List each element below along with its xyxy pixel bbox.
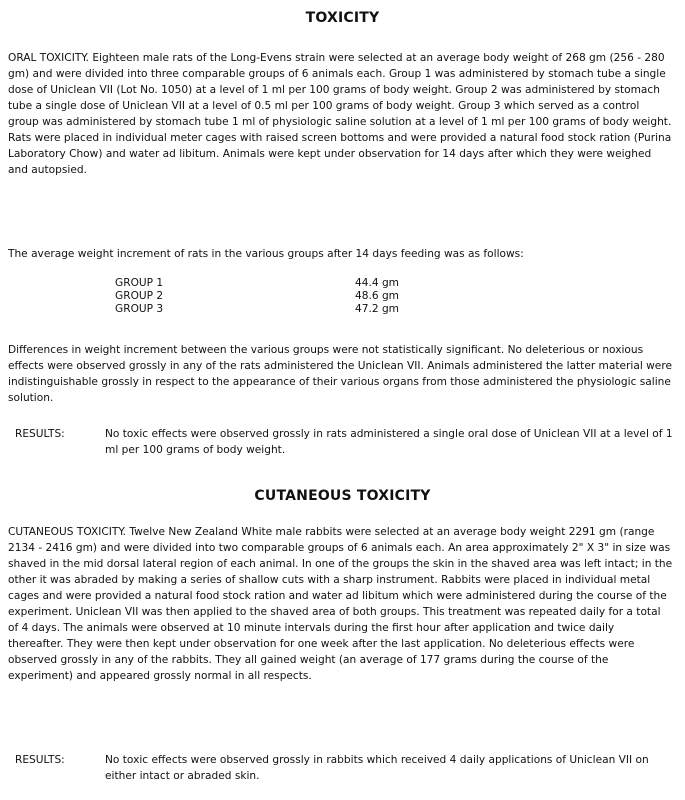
cutaneous-results — [15, 752, 675, 784]
group-weight-value: 44.4 gm — [355, 277, 399, 289]
differences-paragraph: Differences in weight increment between the various groups were not statistically significant. No deleterious or noxious effects were observed grossly in any of the rats administered the Uniclean VII. Animals administered the latter material were indistinguishable grossly in respect to the appearance of their various organs from those administered the physiologic saline solution. — [8, 344, 672, 404]
group-row — [115, 303, 435, 316]
group-name: GROUP 2 — [115, 290, 164, 302]
group-name: GROUP 1 — [115, 277, 164, 289]
weight-increment-intro: The average weight increment of rats in the various groups after 14 days feeding was as follows: — [8, 248, 524, 260]
cutaneous-toxicity-title: CUTANEOUS TOXICITY — [254, 488, 431, 504]
group-weight-value: 47.2 gm — [355, 303, 399, 315]
oral-toxicity-paragraph: ORAL TOXICITY. Eighteen male rats of the Long-Evens strain were selected at an average body weight of 268 gm (256 - 280 gm) and were divided into three comparable groups of 6 animals each. Group 1 was administered by stomach tube a single dose of Uniclean VII (Lot No. 1050) at a level of 1 ml per 100 grams of body weight. Group 2 was administered by stomach tube a single dose of Uniclean VII at a level of 0.5 ml per 100 grams of body weight. Group 3 which served as a control group was administered by stomach tube 1 ml of physiologic saline solution at a level of 1 ml per 100 grams of body weight. Rats were placed in individual meter cages with raised screen bottoms and were provided a natural food stock ration (Purina Laboratory Chow) and water ad libitum. Animals were kept under observation for 14 days after which they were weighed and autopsied. — [8, 52, 672, 176]
results-label: RESULTS: — [15, 428, 65, 440]
toxicity-title: TOXICITY — [305, 10, 380, 26]
group-row — [115, 290, 435, 303]
results-text: No toxic effects were observed grossly in rats administered a single oral dose of Uniclean VII at a level of 1 ml per 100 grams of body weight. — [105, 428, 673, 456]
group-weight-list — [115, 277, 435, 316]
results-label: RESULTS: — [15, 754, 65, 766]
group-name: GROUP 3 — [115, 303, 164, 315]
group-weight-value: 48.6 gm — [355, 290, 399, 302]
group-row — [115, 277, 435, 290]
results-text: No toxic effects were observed grossly in rabbits which received 4 daily applications of Uniclean VII on either intact or abraded skin. — [105, 754, 649, 782]
cutaneous-toxicity-paragraph: CUTANEOUS TOXICITY. Twelve New Zealand White male rabbits were selected at an average body weight 2291 gm (range 2134 - 2416 gm) and were divided into two comparable groups of 6 animals each. An area approximately 2" X 3" in size was shaved in the mid dorsal lateral region of each animal. In one of the groups the skin in the shaved area was left intact; in the other it was abraded by making a series of shallow cuts with a sharp instrument. Rabbits were placed in individual metal cages and were provided a natural food stock ration and water ad libitum which were administered during the course of the experiment. Uniclean VII was then applied to the shaved area of both groups. This treatment was repeated daily for a total of 4 days. The animals were observed at 10 minute intervals during the first hour after application and twice daily thereafter. They were then kept under observation for one week after the last application. No deleterious effects were observed grossly in any of the rabbits. They all gained weight (an average of 177 grams during the course of the experiment) and appeared grossly normal in all respects. — [8, 526, 673, 682]
oral-results — [15, 426, 675, 458]
